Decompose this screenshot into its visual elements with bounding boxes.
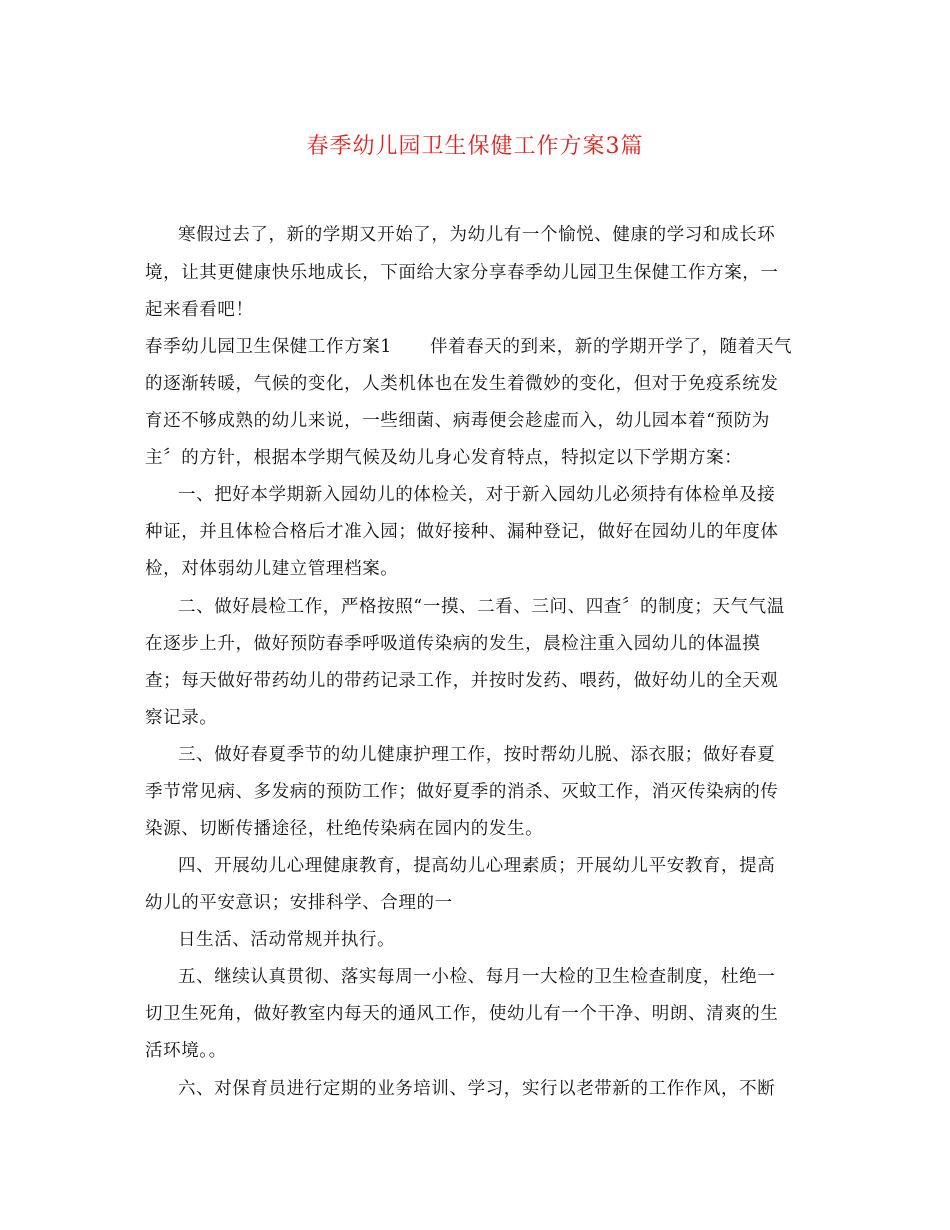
text-line: 三、做好春夏季节的幼儿健康护理工作，按时帮幼儿脱、添衣服；做好春夏 xyxy=(178,745,776,765)
text-line: 切卫生死角，做好教室内每天的通风工作，使幼儿有一个干净、明朗、清爽的生 xyxy=(145,1004,779,1024)
text-line: 境，让其更健康快乐地成长，下面给大家分享春季幼儿园卫生保健工作方案，一 xyxy=(145,263,779,283)
text-line: 活环境。。 xyxy=(145,1041,227,1061)
text-line: 在逐步上升，做好预防春季呼吸道传染病的发生，晨检注重入园幼儿的体温摸 xyxy=(145,634,761,654)
text-line: 育还不够成熟的幼儿来说，一些细菌、病毒便会趁虚而入，幼儿园本着“预防为 xyxy=(145,411,770,431)
text-line: 伴着春天的到来，新的学期开学了，随着天气 xyxy=(430,337,793,357)
text-line: 的逐渐转暖，气候的变化，人类机体也在发生着微妙的变化，但对于免疫系统发 xyxy=(145,374,779,394)
text-line: 幼儿的平安意识；安排科学、合理的一 xyxy=(145,893,453,913)
text-line: 日生活、活动常规并执行。 xyxy=(178,930,396,950)
text-line: 季节常见病、多发病的预防工作；做好夏季的消杀、灭蚊工作，消灭传染病的传 xyxy=(145,782,779,802)
text-line: 种证，并且体检合格后才准入园；做好接种、漏种登记，做好在园幼儿的年度体 xyxy=(145,522,779,542)
text-line: 检，对体弱幼儿建立管理档案。 xyxy=(145,559,399,579)
text-line: 六、对保育员进行定期的业务培训、学习，实行以老带新的工作作风，不断 xyxy=(178,1079,776,1099)
text-line: 查；每天做好带药幼儿的带药记录工作，并按时发药、喂药，做好幼儿的全天观 xyxy=(145,671,779,691)
text-line: 主〞的方针，根据本学期气候及幼儿身心发育特点，特拟定以下学期方案： xyxy=(145,448,743,468)
text-line: 二、做好晨检工作，严格按照“一摸、二看、三问、四查〞的制度；天气气温 xyxy=(178,597,785,617)
text-line: 寒假过去了，新的学期又开始了，为幼儿有一个愉悦、健康的学习和成长环 xyxy=(178,225,776,245)
text-line: 察记录。 xyxy=(145,708,218,728)
text-line: 四、开展幼儿心理健康教育，提高幼儿心理素质；开展幼儿平安教育，提高 xyxy=(178,856,776,876)
text-line: 起来看看吧！ xyxy=(145,300,254,320)
text-line: 一、把好本学期新入园幼儿的体检关，对于新入园幼儿必须持有体检单及接 xyxy=(178,485,776,505)
document-title: 春季幼儿园卫生保健工作方案3篇 xyxy=(306,134,644,159)
section-heading xyxy=(145,334,792,360)
text-line: 五、继续认真贯彻、落实每周一小检、每月一大检的卫生检查制度，杜绝一 xyxy=(178,967,776,987)
text-line: 染源、切断传播途径，杜绝传染病在园内的发生。 xyxy=(145,819,544,839)
section-heading-text: 春季幼儿园卫生保健工作方案1 xyxy=(145,337,393,357)
